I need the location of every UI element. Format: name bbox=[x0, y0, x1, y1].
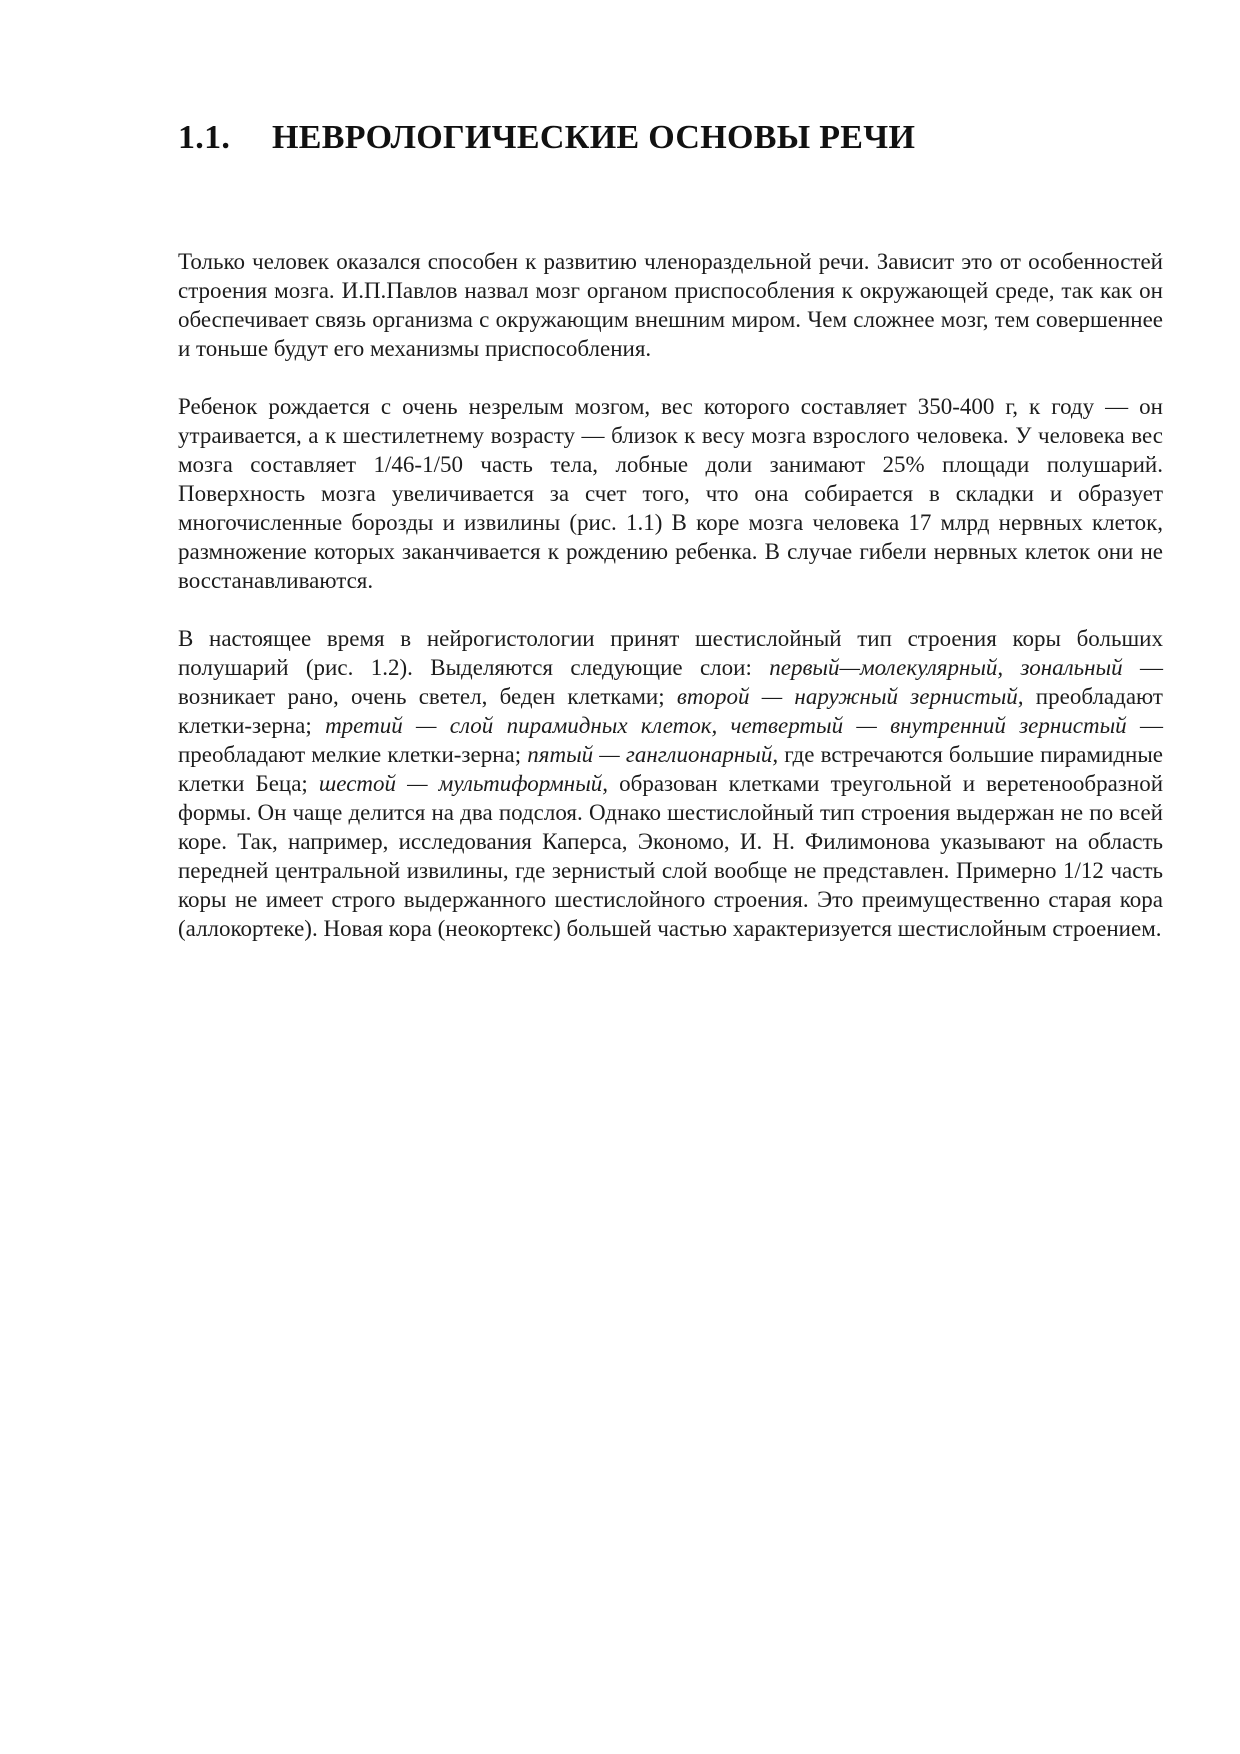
paragraph-text-run: преобладают клетки-зерна; bbox=[178, 684, 1163, 738]
layer-term-second: второй — наружный зернистый, bbox=[676, 684, 1024, 709]
layer-term-third-fourth: третий — слой пирамидных клеток, четвертый — внутренний зернистый bbox=[325, 713, 1127, 738]
paragraph-brain-development: Ребенок рождается с очень незрелым мозгом, вес которого составляет 350-400 г, к году — он утраивается, а к шестилетнему возрасту — близок к весу мозга взрослого человека. У человека вес мозга составляет 1/46-1/50 часть тела, лобные доли занимают 25% площади полушарий. Поверхность мозга увеличивается за счет того, что она собирается в складки и образует многочисленные борозды и извилины (рис. 1.1) В коре мозга человека 17 млрд нервных клеток, размножение которых заканчивается к рождению ребенка. В случае гибели нервных клеток они не восстанавливаются. bbox=[178, 394, 1163, 593]
paragraph-text-run: — возникает рано, очень светел, беден клетками; bbox=[178, 655, 1164, 709]
layer-term-first: первый—молекулярный, зональный bbox=[769, 655, 1123, 680]
section-title: НЕВРОЛОГИЧЕСКИЕ ОСНОВЫ РЕЧИ bbox=[272, 119, 916, 156]
paragraph-text-run: где встречаются большие пирамидные клетки Беца; bbox=[178, 742, 1163, 796]
layer-term-sixth: шестой — мультиформный, bbox=[318, 771, 609, 796]
section-number: 1.1. bbox=[178, 119, 231, 156]
paragraph-intro: Только человек оказался способен к развитию членораздельной речи. Зависит это от особенностей строения мозга. И.П.Павлов назвал мозг органом приспособления к окружающей среде, так как он обеспечивает связь организма с окружающим внешним миром. Чем сложнее мозг, тем совершеннее и тоньше будут его механизмы приспособления. bbox=[178, 249, 1163, 361]
paragraph-text-run: В настоящее время в нейрогистологии принят шестислойный тип строения коры больших полушарий (рис. 1.2). Выделяются следующие слои: bbox=[178, 626, 1163, 680]
section-heading bbox=[178, 116, 1078, 160]
paragraph-text-run: образован клетками треугольной и веретенообразной формы. Он чаще делится на два подслоя. Однако шестислойный тип строения выдержан не по всей коре. Так, например, исследования Каперса, Экономо, И. Н. Филимонова указывают на область передней центральной извилины, где зернистый слой вообще не представлен. Примерно 1/12 часть коры не имеет строго выдержанного шестислойного строения. Это преимущественно старая кора (аллокортеке). Новая кора (неокортекс) большей частью характеризуется шестислойным строением. bbox=[178, 771, 1164, 941]
layer-term-fifth: пятый — ганглионарный, bbox=[527, 742, 779, 767]
paragraph-text-run: — преобладают мелкие клетки-зерна; bbox=[178, 713, 1163, 767]
paragraph-cortex-layers bbox=[178, 624, 1163, 943]
document-body bbox=[178, 247, 1163, 972]
